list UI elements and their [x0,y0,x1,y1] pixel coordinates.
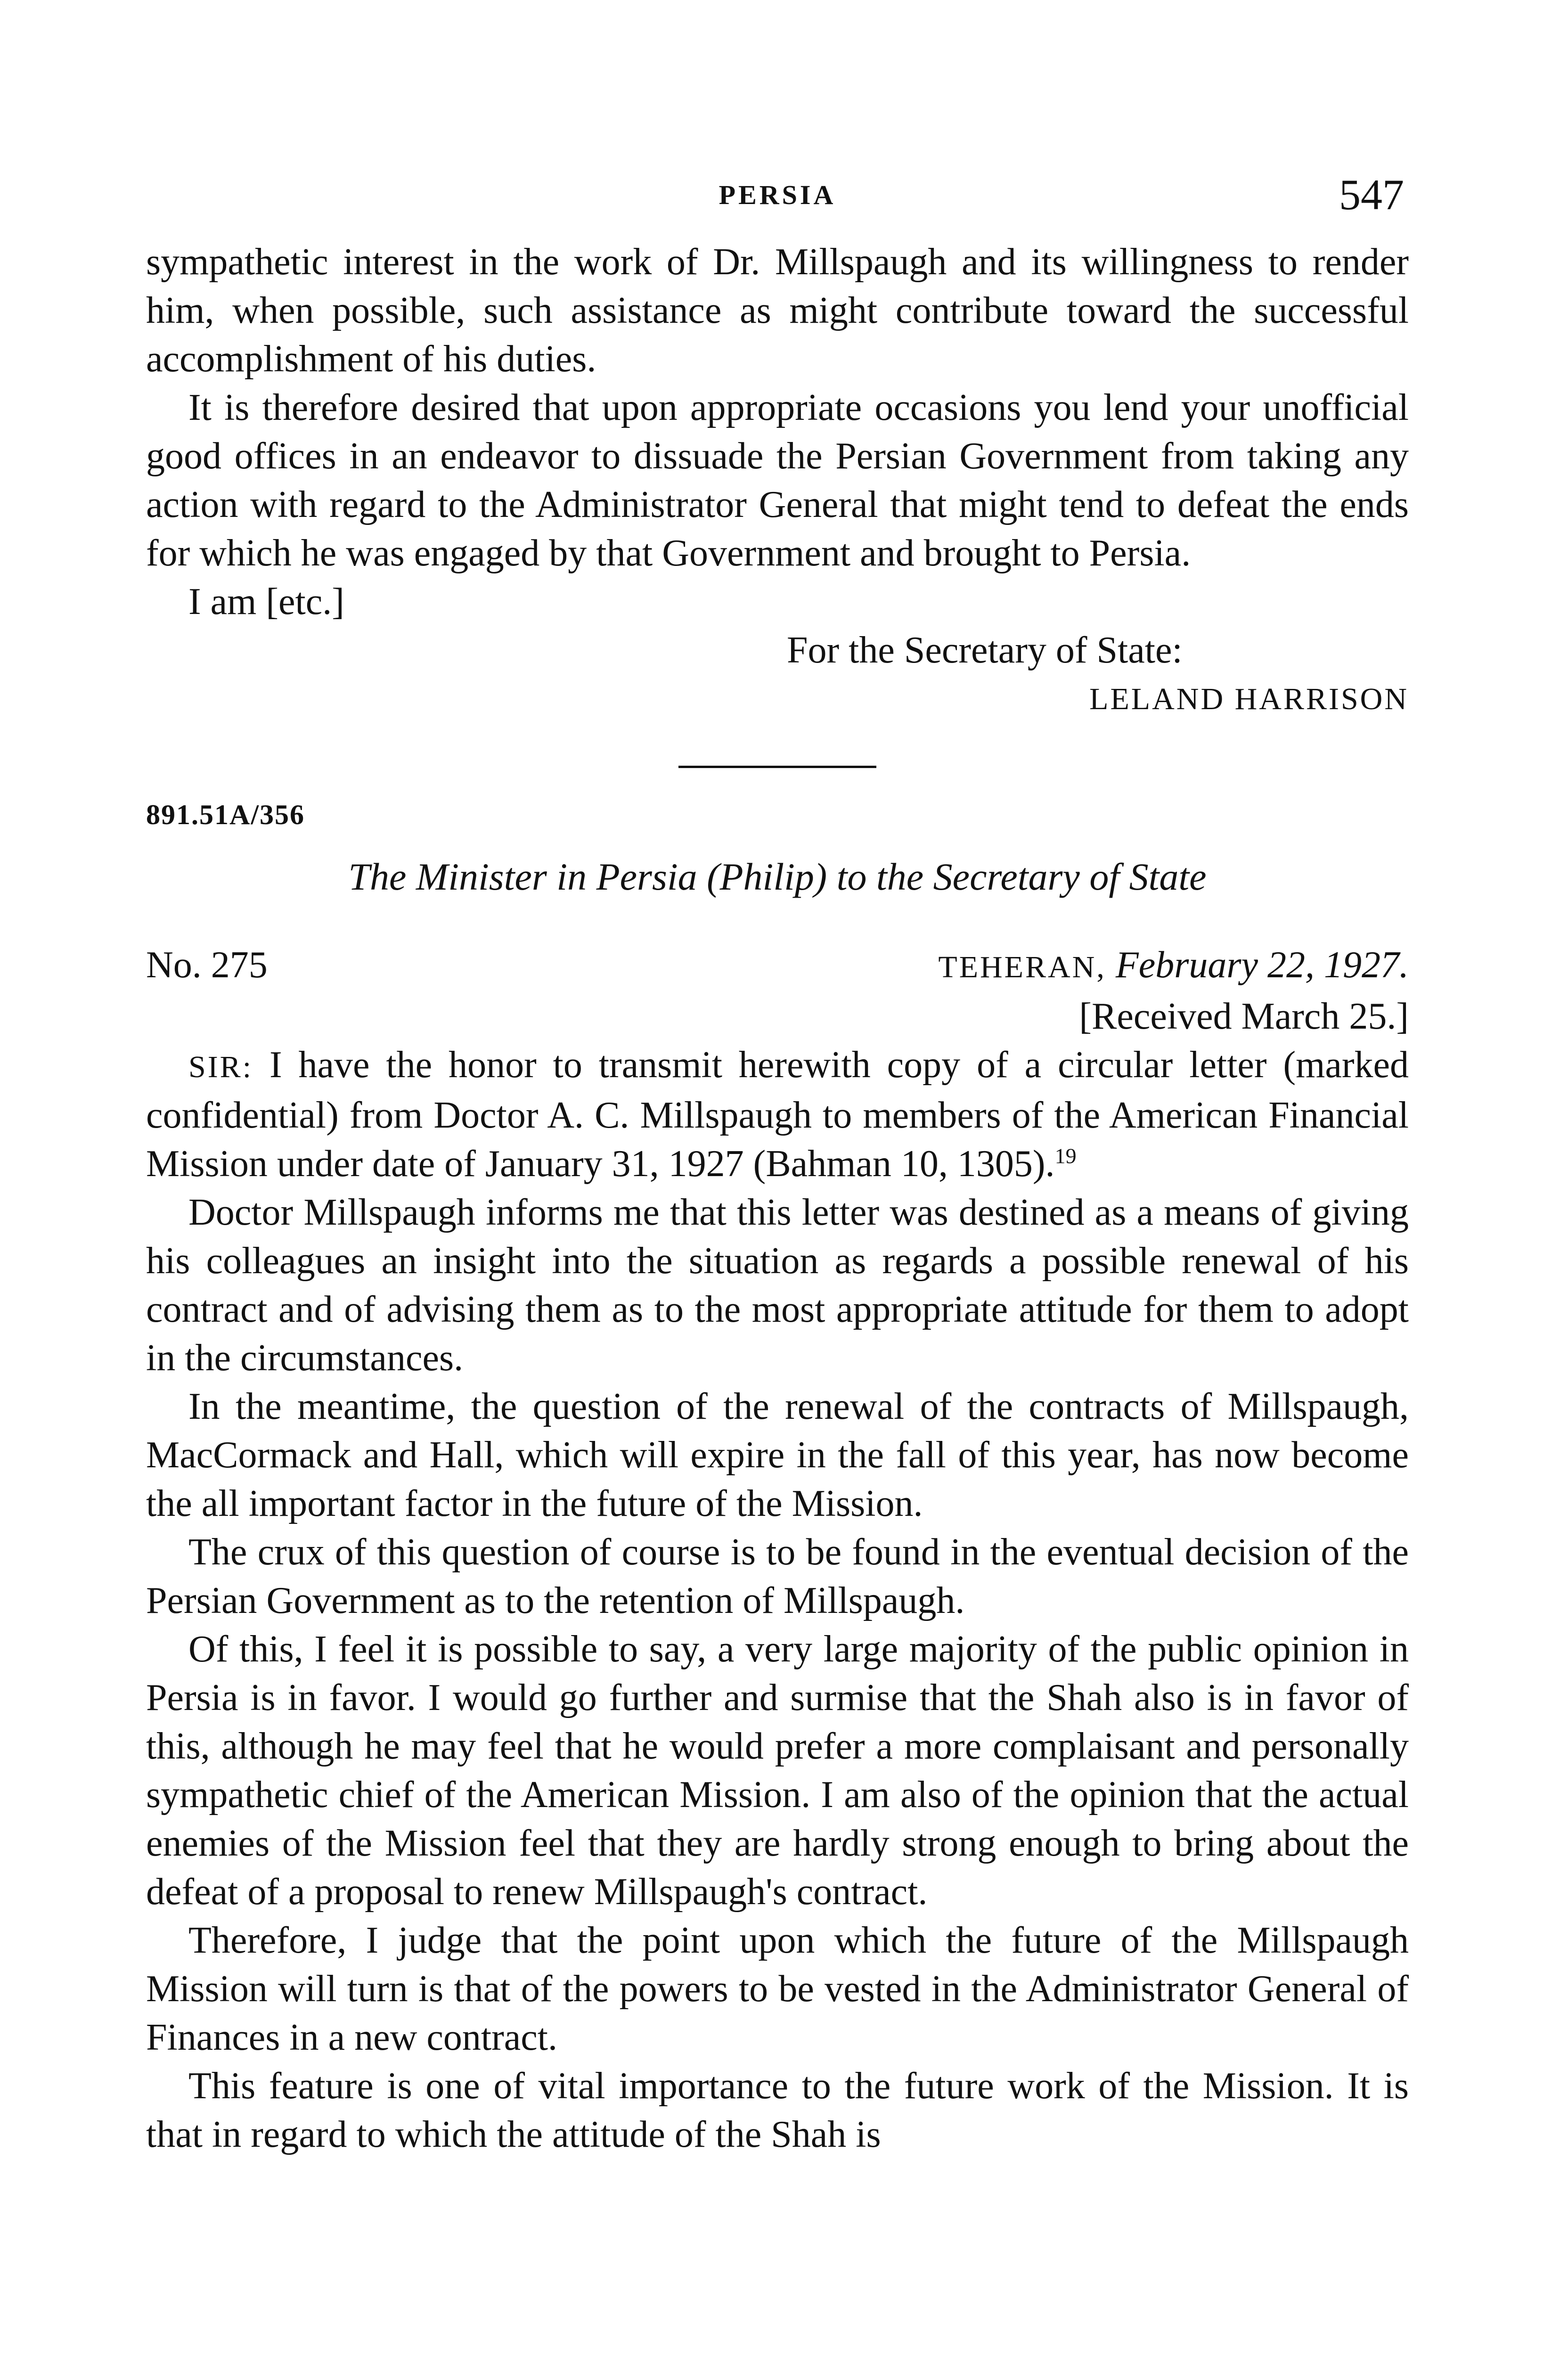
letter2-paragraph-3: In the meantime, the question of the renewal of the contracts of Millspaugh, MacCormack and Hall, which will expire in the fall of this year, has now become the all important factor in the future of the Mission. [146,1386,1409,1524]
page-number: 547 [1339,171,1404,219]
letter1-paragraph-1: sympathetic interest in the work of Dr. Millspaugh and its willingness to render him, when possible, such assistance as might contribute toward the successful accomplishment of his duties. [146,241,1409,380]
section-divider [678,766,876,768]
received-date: [Received March 25.] [1079,996,1409,1037]
page-header [151,170,1404,217]
dateline-place: TEHERAN, [938,950,1106,984]
salutation: SIR: [188,1050,253,1084]
letter1-closing: I am [etc.] [188,581,344,622]
letter1-signoff: For the Secretary of State: [787,630,1183,671]
letter2-paragraph-2: Doctor Millspaugh informs me that this letter was destined as a means of giving his colleagues an insight into the situation as regards a possible renewal of his contract and of advising them as to the most appropriate attitude for them to adopt in the circumstances. [146,1192,1409,1379]
dateline [938,944,1409,987]
running-head: PERSIA [719,180,836,210]
letter1-signer: LELAND HARRISON [1089,682,1409,716]
letter2-paragraph-6: Therefore, I judge that the point upon which the future of the Millspaugh Mission will turn is that of the powers to be vested in the Administrator General of Finances in a new contract. [146,1920,1409,2058]
page-body [146,238,1409,2159]
letter2-paragraph-4: The crux of this question of course is to be found in the eventual decision of the Persian Government as to the retention of Millspaugh. [146,1531,1409,1621]
file-number: 891.51A/356 [146,799,305,830]
letter2-paragraph-5: Of this, I feel it is possible to say, a very large majority of the public opinion in Persia is in favor. I would go further and surmise that the Shah also is in favor of this, although he may feel that he would prefer a more complaisant and personally sympathetic chief of the American Mission. I am also of the opinion that the actual enemies of the Mission feel that they are hardly strong enough to bring about the defeat of a proposal to renew Millspaugh's contract. [146,1628,1409,1913]
letter2-paragraph-1 [146,1041,1409,1188]
document-number: No. 275 [146,944,268,986]
footnote-reference: 19 [1054,1144,1077,1168]
dateline-date: February 22, 1927. [1115,944,1409,986]
dateline-row [146,944,1409,992]
letter2-paragraph-7: This feature is one of vital importance to the future work of the Mission. It is that in regard to which the attitude of the Shah is [146,2065,1409,2155]
document-title: The Minister in Persia (Philip) to the Secretary of State [348,855,1207,898]
letter2-paragraph-1-text: I have the honor to transmit herewith copy of a circular letter (marked confidential) from Doctor A. C. Millspaugh to members of the American Financial Mission under date of January 31, 1927 (Bahman 10, 1305). [146,1044,1409,1185]
letter1-paragraph-2: It is therefore desired that upon appropriate occasions you lend your unofficial good offices in an endeavor to dissuade the Persian Government from taking any action with regard to the Administrator General that might tend to defeat the ends for which he was engaged by that Government and brought to Persia. [146,387,1409,574]
